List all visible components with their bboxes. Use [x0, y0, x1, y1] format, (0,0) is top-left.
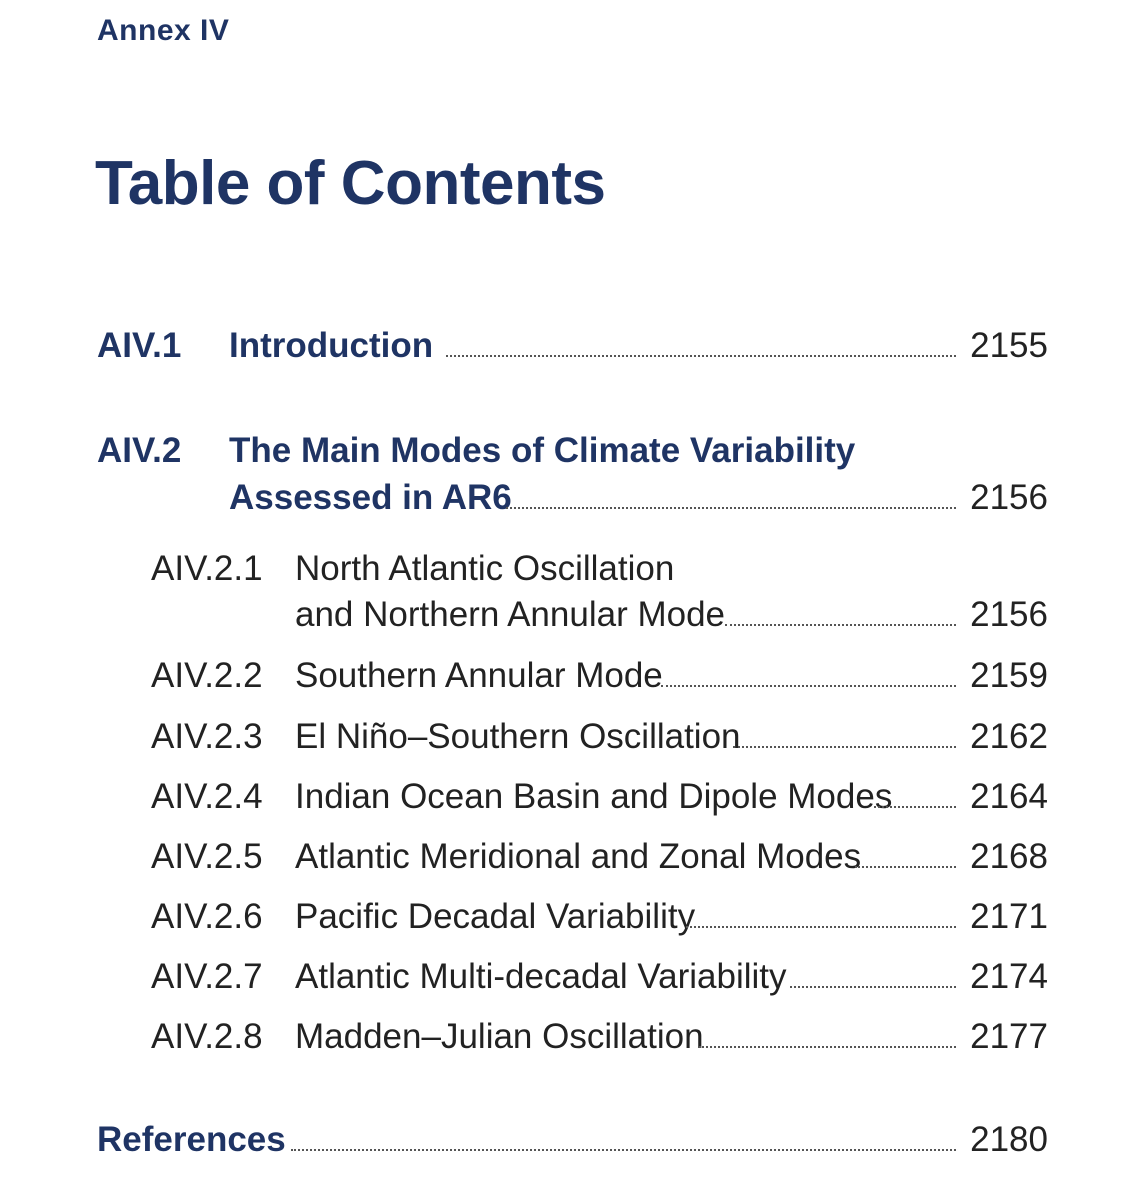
toc-entry-title: Madden–Julian Oscillation	[295, 1017, 704, 1056]
toc-entry-title: Indian Ocean Basin and Dipole Modes	[295, 777, 893, 816]
dot-leader	[733, 746, 956, 748]
toc-entry-number: AIV.2.4	[151, 777, 263, 816]
toc-entry-title: Pacific Decadal Variability	[295, 897, 696, 936]
toc-entry-title: Atlantic Multi-decadal Variability	[295, 957, 787, 996]
toc-entry-page: 2171	[970, 897, 1048, 936]
toc-entry-page: 2174	[970, 957, 1048, 996]
toc-entry-number: AIV.1	[97, 326, 182, 365]
toc-entry-number: AIV.2.7	[151, 957, 263, 996]
toc-entry-title: Introduction	[229, 326, 434, 365]
toc-entry-page: 2155	[970, 326, 1048, 365]
toc-entry-title: Southern Annular Mode	[295, 656, 663, 695]
toc-entry-page: 2159	[970, 656, 1048, 695]
toc-entry-page: 2156	[970, 478, 1048, 517]
toc-entry-page: 2168	[970, 837, 1048, 876]
toc-entry-title: North Atlantic Oscillation	[295, 549, 675, 588]
toc-entry-number: AIV.2.1	[151, 549, 263, 588]
dot-leader	[855, 866, 956, 868]
dot-leader	[725, 624, 956, 626]
annex-label: Annex IV	[97, 14, 230, 47]
toc-entry-number: AIV.2.2	[151, 656, 263, 695]
page-title: Table of Contents	[95, 149, 606, 218]
toc-entry-number: AIV.2.6	[151, 897, 263, 936]
dot-leader	[790, 986, 956, 988]
toc-entry-page: 2162	[970, 717, 1048, 756]
toc-entry-number: AIV.2	[97, 431, 182, 470]
dot-leader	[446, 355, 956, 357]
toc-entry-title: El Niño–Southern Oscillation	[295, 717, 741, 756]
dot-leader	[661, 685, 956, 687]
toc-entry-title: The Main Modes of Climate Variability	[229, 431, 856, 470]
dot-leader	[506, 507, 956, 509]
toc-entry-page: 2177	[970, 1017, 1048, 1056]
toc-entry-page: 2180	[970, 1120, 1048, 1159]
toc-entry-number: AIV.2.3	[151, 717, 263, 756]
dot-leader	[699, 1046, 956, 1048]
toc-entry-page: 2156	[970, 595, 1048, 634]
dot-leader	[686, 926, 956, 928]
toc-entry-number: AIV.2.5	[151, 837, 263, 876]
toc-entry-number: AIV.2.8	[151, 1017, 263, 1056]
dot-leader	[291, 1149, 956, 1151]
toc-entry-title: Atlantic Meridional and Zonal Modes	[295, 837, 862, 876]
toc-entry-title-continued: and Northern Annular Mode	[295, 595, 725, 634]
dot-leader	[874, 806, 956, 808]
toc-entry-page: 2164	[970, 777, 1048, 816]
toc-entry-title: References	[97, 1120, 286, 1159]
toc-entry-title-continued: Assessed in AR6	[229, 478, 512, 517]
